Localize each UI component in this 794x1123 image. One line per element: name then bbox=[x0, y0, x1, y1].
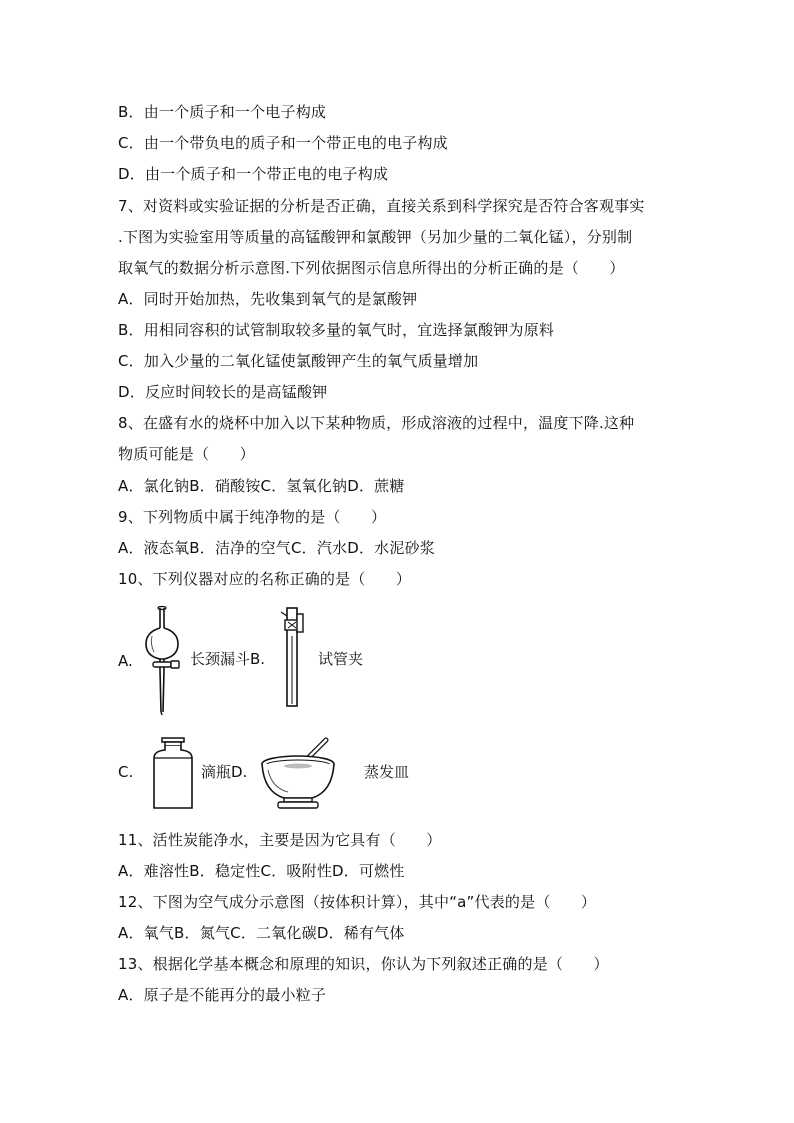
question-7-line2: .下图为实验室用等质量的高锰酸钾和氯酸钾（另加少量的二氧化锰），分别制 bbox=[118, 228, 633, 246]
question-8-line2: 物质可能是（ ） bbox=[118, 445, 255, 463]
option-6b: B．由一个质子和一个电子构成 bbox=[118, 103, 327, 121]
question-13: 13、根据化学基本概念和原理的知识，你认为下列叙述正确的是（ ） bbox=[118, 955, 609, 973]
test-tube-clamp-figure bbox=[275, 606, 311, 710]
question-7-line1: 7、对资料或实验证据的分析是否正确，直接关系到科学探究是否符合客观事实 bbox=[118, 197, 645, 215]
option-13a: A．原子是不能再分的最小粒子 bbox=[118, 986, 327, 1004]
mortar-and-pestle-figure bbox=[258, 734, 338, 814]
option-6d: D．由一个质子和一个带正电的电子构成 bbox=[118, 165, 389, 183]
option-10c-name: 滴瓶D. bbox=[201, 763, 248, 781]
option-7a: A．同时开始加热，先收集到氧气的是氯酸钾 bbox=[118, 290, 418, 308]
question-12: 12、下图为空气成分示意图（按体积计算），其中“a”代表的是（ ） bbox=[118, 893, 597, 911]
question-12-options: A．氧气B．氮气C．二氧化碳D．稀有气体 bbox=[118, 924, 405, 942]
option-6c: C．由一个带负电的质子和一个带正电的电子构成 bbox=[118, 134, 448, 152]
question-10: 10、下列仪器对应的名称正确的是（ ） bbox=[118, 570, 412, 588]
option-10c-letter: C. bbox=[118, 763, 134, 781]
question-11-options: A．难溶性B．稳定性C．吸附性D．可燃性 bbox=[118, 862, 405, 880]
question-8-line1: 8、在盛有水的烧杯中加入以下某种物质，形成溶液的过程中，温度下降.这种 bbox=[118, 414, 635, 432]
option-10d-name: 蒸发皿 bbox=[364, 763, 410, 781]
option-7d: D．反应时间较长的是高锰酸钾 bbox=[118, 383, 328, 401]
option-7c: C．加入少量的二氧化锰使氯酸钾产生的氧气质量增加 bbox=[118, 352, 479, 370]
dropper-bottle-figure bbox=[150, 736, 196, 812]
long-neck-funnel-figure bbox=[138, 604, 186, 716]
question-8-options: A．氯化钠B．硝酸铵C．氢氧化钠D．蔗糖 bbox=[118, 477, 405, 495]
option-10a-letter: A. bbox=[118, 652, 133, 670]
question-7-line3: 取氧气的数据分析示意图.下列依据图示信息所得出的分析正确的是（ ） bbox=[118, 259, 625, 277]
option-10b-name: 试管夹 bbox=[318, 650, 364, 668]
option-7b: B．用相同容积的试管制取较多量的氧气时，宜选择氯酸钾为原料 bbox=[118, 321, 555, 339]
question-9: 9、下列物质中属于纯净物的是（ ） bbox=[118, 508, 387, 526]
question-9-options: A．液态氧B．洁净的空气C．汽水D．水泥砂浆 bbox=[118, 539, 435, 557]
question-11: 11、活性炭能净水，主要是因为它具有（ ） bbox=[118, 831, 442, 849]
option-10a-name: 长颈漏斗B. bbox=[190, 650, 266, 668]
